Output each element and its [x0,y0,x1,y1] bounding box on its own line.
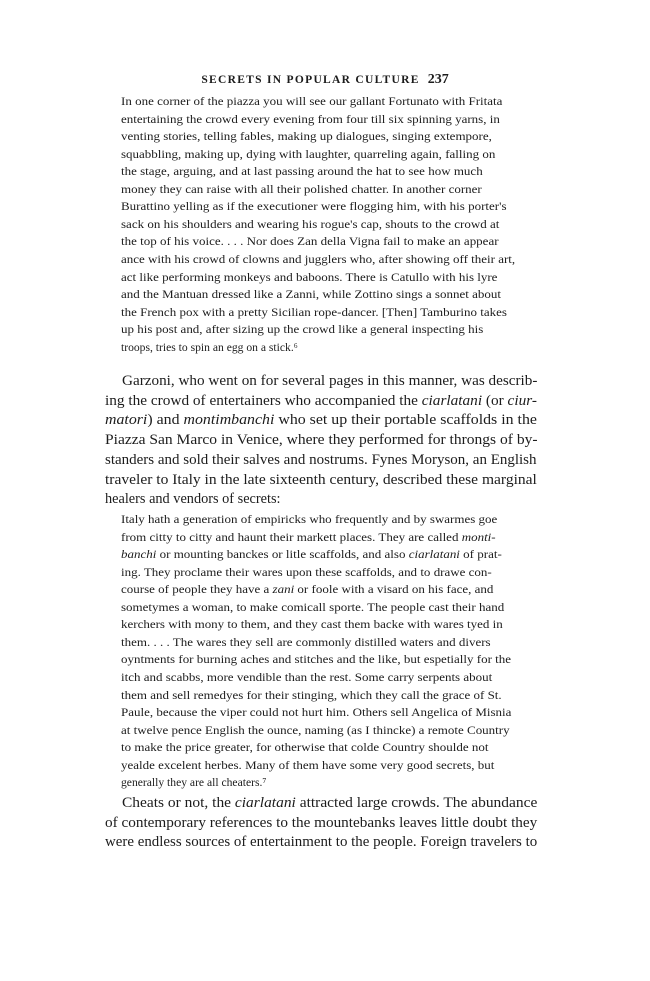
extract2-line: Paule, because the viper could not hurt him. Others sell Angelica of Misnia [121,706,512,720]
para1-line: traveler to Italy in the late sixteenth century, described these marginal [105,471,537,488]
extract1-line: the top of his voice. . . . Nor does Zan della Vigna fail to make an appear [121,235,499,249]
extract1-line: squabbling, making up, dying with laughter, quarreling again, falling on [121,147,496,161]
para1-line: Garzoni, who went on for several pages in this manner, was describ- [122,373,538,389]
extract2-line: itch and scabbs, more vendible than the rest. Some carry serpents about [121,670,493,684]
running-header [0,72,650,88]
extract1-line: In one corner of the piazza you will see our gallant Fortunato with Fritata [121,95,503,108]
extract1-line: sack on his shoulders and wearing his rogue's cap, shouts to the crowd at [121,217,500,231]
para1-line: Piazza San Marco in Venice, where they performed for throngs of by- [105,432,538,449]
para2-line: Cheats or not, the ciarlatani attracted large crowds. The abundance [122,795,538,811]
extract1-line: and the Mantuan dressed like a Zanni, while Zottino sings a sonnet about [121,288,501,302]
extract2-line: to make the price greater, for otherwise that colde Country shoulde not [121,741,489,755]
extract2-line: them and sell remedyes for their stinging, which they call the grace of St. [121,688,502,702]
extract1-line: up his post and, after sizing up the crowd like a general inspecting his [121,323,484,337]
extract2-line: sometymes a woman, to make comicall sporte. The people cast their hand [121,600,505,614]
extract1-line: venting stories, telling fables, making up dialogues, singing extempore, [121,130,492,144]
extract1-line: money they can raise with all their polished chatter. In another corner [121,182,482,196]
extract2-line: course of people they have a zani or foole with a visard on his face, and [121,583,494,597]
extract2-line: from citty to citty and haunt their markett places. They are called monti- [121,530,496,544]
extract1-line: ance with his crowd of clowns and jugglers who, after showing off their art, [121,252,516,266]
extract1-line: the stage, arguing, and at last passing around the hat to see how much [121,165,483,179]
extract2-line: at twelve pence English the ounce, naming (as I thincke) a remote Country [121,723,510,737]
page-number: 237 [427,72,449,87]
extract2-line: kerchers with mony to them, and they cast them backe with wares tyed in [121,618,503,632]
extract2-line: banchi or mounting banckes or litle scaffolds, and also ciarlatani of prat- [121,548,502,562]
extract2-line: generally they are all cheaters.⁷ [121,776,267,790]
para2-line: of contemporary references to the mountebanks leaves little doubt they [105,814,538,831]
para1-line: ing the crowd of entertainers who accompanied the ciarlatani (or ciur- [105,392,537,409]
extract2-line: ing. They proclame their wares upon these scaffolds, and to drawe con- [121,565,492,579]
extract2-line: them. . . . The wares they sell are commonly distilled waters and divers [121,635,491,649]
para1-line: matori) and montimbanchi who set up their portable scaffolds in the [105,412,537,429]
extract1-line: entertaining the crowd every evening from four till six spinning yarns, in [121,112,500,126]
extract1-line: Burattino yelling as if the executioner were flogging him, with his porter's [121,200,507,214]
extract2-line: oyntments for burning aches and stitches and the like, but espetially for the [121,653,512,667]
extract2-line: Italy hath a generation of empiricks who frequently and by swarmes goe [121,513,498,526]
para1-line: healers and vendors of secrets: [105,491,281,508]
extract1-line: troops, tries to spin an egg on a stick.⁶ [121,340,298,354]
extract2-line: yealde excelent herbes. Many of them have some very good secrets, but [121,758,495,772]
para2-line: were endless sources of entertainment to the people. Foreign travelers to [105,834,538,851]
extract1-line: act like performing monkeys and baboons. There is Catullo with his lyre [121,270,498,284]
extract1-line: the French pox with a pretty Sicilian rope-dancer. [Then] Tamburino takes [121,305,507,319]
para1-line: standers and sold their salves and nostrums. Fynes Moryson, an English [105,451,537,468]
running-head: SECRETS IN POPULAR CULTURE [201,74,420,86]
